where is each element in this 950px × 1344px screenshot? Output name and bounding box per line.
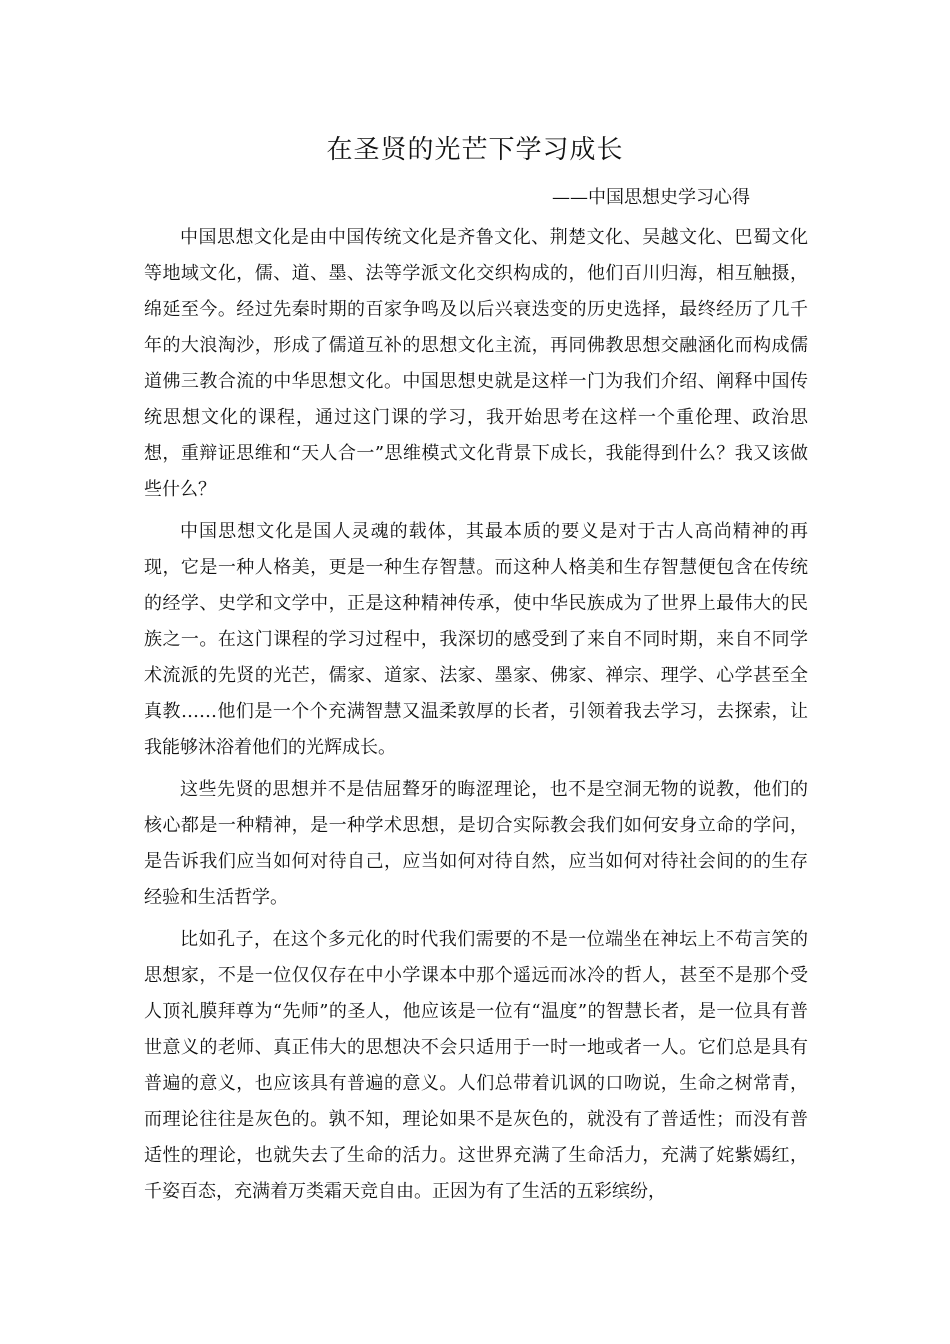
- paragraph-3: 这些先贤的思想并不是佶屈聱牙的晦涩理论，也不是空洞无物的说教，他们的核心都是一种精神，是一种学术思想，是切合实际教会我们如何安身立命的学问，是告诉我们应当如何对待自己，应当如何对待自然，应当如何对待社会间的的生存经验和生活哲学。: [144, 779, 808, 908]
- paragraph-2: 中国思想文化是国人灵魂的载体，其最本质的要义是对于古人高尚精神的再现，它是一种人格美，更是一种生存智慧。而这种人格美和生存智慧便包含在传统的经学、史学和文学中，正是这种精神传承，使中华民族成为了世界上最伟大的民族之一。在这门课程的学习过程中，我深切的感受到了来自不同时期，来自不同学术流派的先贤的光芒，儒家、道家、法家、墨家、佛家、禅宗、理学、心学甚至全真教……他们是一个个充满智慧又温柔敦厚的长者，引领着我去学习，去探索，让我能够沐浴着他们的光辉成长。: [144, 521, 808, 758]
- paragraph-1: 中国思想文化是由中国传统文化是齐鲁文化、荆楚文化、吴越文化、巴蜀文化等地域文化，儒、道、墨、法等学派文化交织构成的，他们百川归海，相互触摄，绵延至今。经过先秦时期的百家争鸣及以后兴衰迭变的历史选择，最终经历了几千年的大浪淘沙，形成了儒道互补的思想文化主流，再同佛教思想交融涵化而构成儒道佛三教合流的中华思想文化。中国思想史就是这样一门为我们介绍、阐释中国传统思想文化的课程，通过这门课的学习，我开始思考在这样一个重伦理、政治思想，重辩证思维和“天人合一”思维模式文化背景下成长，我能得到什么？我又该做些什么？: [144, 227, 808, 500]
- paragraph-4: 比如孔子，在这个多元化的时代我们需要的不是一位端坐在神坛上不苟言笑的思想家，不是一位仅仅存在中小学课本中那个遥远而冰冷的哲人，甚至不是那个受人顶礼膜拜尊为“先师”的圣人，他应该是一位有“温度”的智慧长者，是一位具有普世意义的老师、真正伟大的思想决不会只适用于一时一地或者一人。它们总是具有普遍的意义，也应该具有普遍的意义。人们总带着讥讽的口吻说，生命之树常青，而理论往往是灰色的。孰不知，理论如果不是灰色的，就没有了普适性；而没有普适性的理论，也就失去了生命的活力。这世界充满了生命活力，充满了姹紫嫣红，千姿百态，充满着万类霜天竞自由。正因为有了生活的五彩缤纷，: [144, 929, 808, 1202]
- document-body: [144, 220, 808, 1216]
- document-title: 在圣贤的光芒下学习成长: [326, 135, 624, 165]
- document-subtitle: ——中国思想史学习心得: [552, 187, 750, 208]
